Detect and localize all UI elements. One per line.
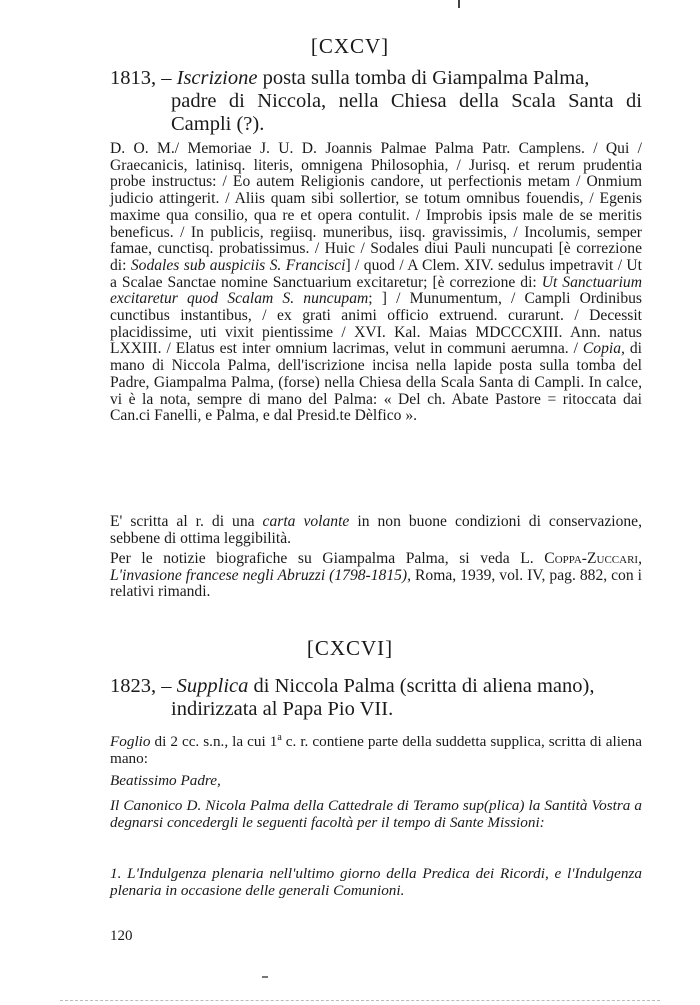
entry-title-text: posta sulla tomba di Giampalma Palma, xyxy=(262,67,590,89)
inscription-paragraph xyxy=(110,141,642,425)
foglio-label: Foglio xyxy=(110,733,151,751)
condition-paragraph xyxy=(110,514,642,547)
entry-title-1823 xyxy=(110,675,642,721)
entry-date: 1823, – xyxy=(110,675,172,697)
inscription-text-3: ; ] / Munumentum, / Campli Ordinibus cunctibus instantibus, / ex grati animi officio extruend. curarunt. / Decessit placidissime, uti vixit pientissime / XVI. Kal. Maias MDCCCXIII. Ann. natus LXXIII. / Elatus est inter omnium lacrimas, velut in communi aerumna. / xyxy=(110,290,642,358)
author-name: Coppa-Zuccari, xyxy=(544,550,642,567)
foglio-text-2: c. r. contiene parte della suddetta supplica, scritta di aliena mano: xyxy=(110,733,642,767)
scan-edge xyxy=(60,1000,660,1001)
biography-paragraph xyxy=(110,551,642,601)
entry-title-continuation: padre di Niccola, nella Chiesa della Scala Santa di Campli (?). xyxy=(171,90,642,135)
correction-text-1: Sodales sub auspiciis S. Francisci xyxy=(130,256,346,274)
foglio-paragraph xyxy=(110,730,642,767)
entry-type: Iscrizione xyxy=(176,67,258,89)
copia-label: Copia, xyxy=(582,340,625,358)
condition-text: E' scritta al r. di una xyxy=(110,513,255,530)
copia-description: di mano di Niccola Palma, dell'iscrizione incisa nella lapide posta sulla tomba del Padre, Giampalma Palma, (forse) nella Chiesa della Scala Santa di Campli. In calce, vi è la nota, sempre di mano del Palma: « Del ch. Abate Pastore = ritoccata dai Can.ci Fanelli, e Palma, e dal Presid.te Dèlfico ». xyxy=(110,340,643,425)
indulgence-paragraph: 1. L'Indulgenza plenaria nell'ultimo giorno della Predica dei Ricordi, e l'Indulgenza plenaria in occasione delle generali Comunioni. xyxy=(110,865,642,899)
scan-mark xyxy=(458,0,460,8)
entry-title-1813 xyxy=(110,67,642,136)
biography-ref: Roma, 1939, vol. IV, pag. 882, con i relativi rimandi. xyxy=(110,566,642,601)
entry-title-continuation: indirizzata al Papa Pio VII. xyxy=(171,698,394,720)
entry-type: Supplica xyxy=(176,675,249,697)
section-heading-cxcvi: [CXCVI] xyxy=(306,636,394,660)
foglio-text: di 2 cc. s.n., la cui 1 xyxy=(154,733,278,751)
scan-speck xyxy=(262,976,268,978)
entry-title-text: di Niccola Palma (scritta di aliena mano), xyxy=(253,675,595,697)
book-title: L'invasione francese negli Abruzzi (1798-1815), xyxy=(110,566,412,584)
entry-date: 1813, – xyxy=(110,67,172,89)
page-number: 120 xyxy=(110,928,133,944)
inscription-text-2: ] / quod / A Clem. XIV. sedulus impetravit / Ut a Scalae Sanctae nomine Sanctuarium excitaretur; [è correzione di: xyxy=(110,256,642,291)
correction-text-2: Ut Sanctuarium excitaretur quod Scalam S. nuncupam xyxy=(110,273,642,308)
biography-text: Per le notizie biografiche su Giampalma Palma, si veda L. xyxy=(110,550,534,567)
supplica-paragraph: Il Canonico D. Nicola Palma della Cattedrale di Teramo sup(plica) la Santità Vostra a degnarsi concedergli le seguenti facoltà per il tempo di Sante Missioni: xyxy=(110,797,642,831)
salutation: Beatissimo Padre, xyxy=(110,772,221,789)
section-heading-cxcv: [CXCV] xyxy=(310,34,390,58)
condition-text-2: in non buone condizioni di conservazione, sebbene di ottima leggibilità. xyxy=(110,513,642,547)
superscript: a xyxy=(277,732,282,743)
carta-volante: carta volante xyxy=(262,513,350,530)
inscription-text: D. O. M./ Memoriae J. U. D. Joannis Palmae Palma Patr. Camplens. / Qui / Graecanicis, latinisq. literis, omnigena Philosophia, / Jurisq. et rerum prudentia probe instructus: / Eo autem Religionis candore, ut perfectionis metam / Onmium judicio attingerit. / Aliis quam sibi sollertior, se totum omnibus fouendis, / Egenis maxime qua consilio, qua re et opera contulit. / Improbis ipsis male de se meritis beneficus. / In publicis, regiisq. muneribus, iisq. gravissimis, / Incolumis, semper famae, cunctisq. probatissimus. / Huic / Sodales diui Pauli nuncupati [è correzione di: xyxy=(110,140,642,274)
